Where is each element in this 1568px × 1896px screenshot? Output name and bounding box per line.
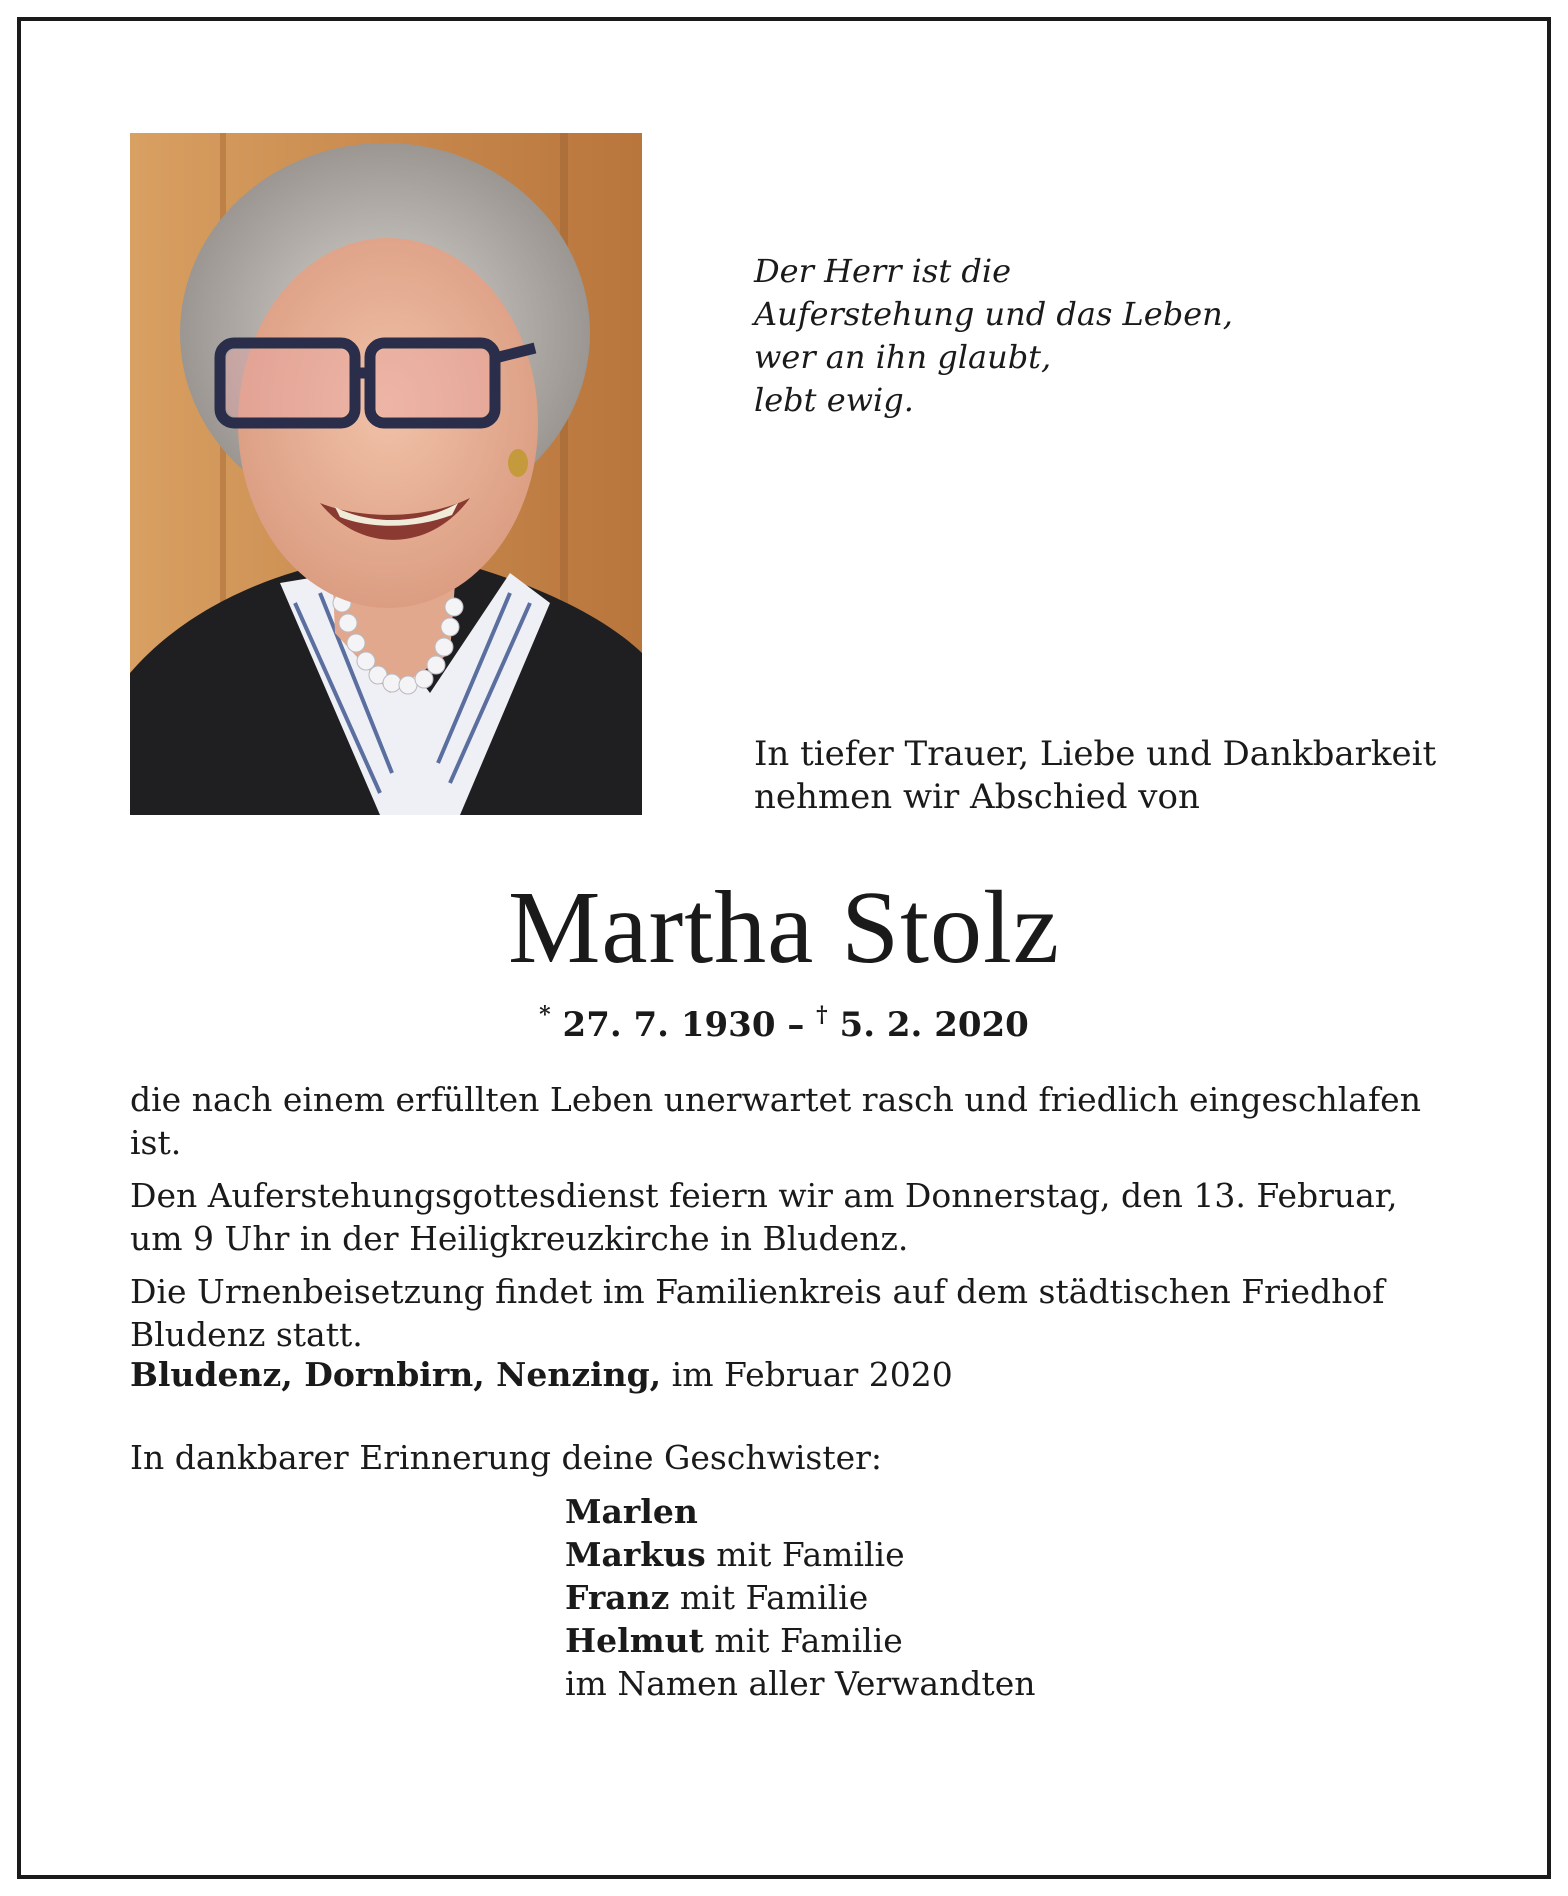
death-symbol: † <box>816 1002 828 1028</box>
birth-date: 27. 7. 1930 <box>562 1005 776 1045</box>
family-member-suffix: mit Familie <box>705 1535 905 1574</box>
death-date: 5. 2. 2020 <box>839 1005 1029 1045</box>
body-line: die nach einem erfüllten Leben unerwartet rasch und friedlich eingeschlafen ist. <box>130 1080 1421 1162</box>
body-line: Den Auferstehungsgottesdienst feiern wir am Donnerstag, den 13. Februar, <box>130 1176 1398 1215</box>
quote-line: wer an ihn glaubt, <box>754 338 1052 376</box>
family-list <box>565 1490 1035 1705</box>
portrait-photo <box>130 133 642 815</box>
body-paragraph <box>130 1270 1440 1356</box>
family-member <box>565 1576 1035 1619</box>
life-dates <box>0 993 1568 1047</box>
obituary-body <box>130 1078 1440 1366</box>
family-closing: im Namen aller Verwandten <box>565 1664 1036 1703</box>
bible-quote <box>754 250 1233 422</box>
family-member-suffix: mit Familie <box>703 1621 903 1660</box>
quote-line: Der Herr ist die <box>754 252 1012 290</box>
place-date-line <box>130 1353 953 1396</box>
family-member <box>565 1619 1035 1662</box>
family-member-name: Helmut <box>565 1621 704 1660</box>
body-line: Die Urnenbeisetzung findet im Familienkreis auf dem städtischen Friedhof <box>130 1272 1385 1311</box>
family-member <box>565 1533 1035 1576</box>
body-line: um 9 Uhr in der Heiligkreuzkirche in Bludenz. <box>130 1219 909 1258</box>
family-member <box>565 1490 1035 1533</box>
family-member-name: Franz <box>565 1578 670 1617</box>
intro-text <box>754 733 1436 819</box>
places: Bludenz, Dornbirn, Nenzing, <box>130 1355 662 1394</box>
body-line: Bludenz statt. <box>130 1315 363 1354</box>
family-member-name: Marlen <box>565 1492 698 1531</box>
body-paragraph <box>130 1174 1440 1260</box>
birth-symbol: * <box>539 1002 551 1028</box>
quote-line: lebt ewig. <box>754 381 914 419</box>
intro-line: In tiefer Trauer, Liebe und Dankbarkeit <box>754 734 1437 774</box>
quote-line: Auferstehung und das Leben, <box>754 295 1233 333</box>
family-member-name: Markus <box>565 1535 706 1574</box>
body-paragraph <box>130 1078 1440 1164</box>
remembrance-line: In dankbarer Erinnerung deine Geschwister: <box>130 1438 883 1477</box>
intro-line: nehmen wir Abschied von <box>754 777 1200 817</box>
family-member-suffix: mit Familie <box>669 1578 869 1617</box>
deceased-name: Martha Stolz <box>507 870 1061 985</box>
date-separator: – <box>775 1005 817 1045</box>
month-year: im Februar 2020 <box>661 1355 953 1394</box>
